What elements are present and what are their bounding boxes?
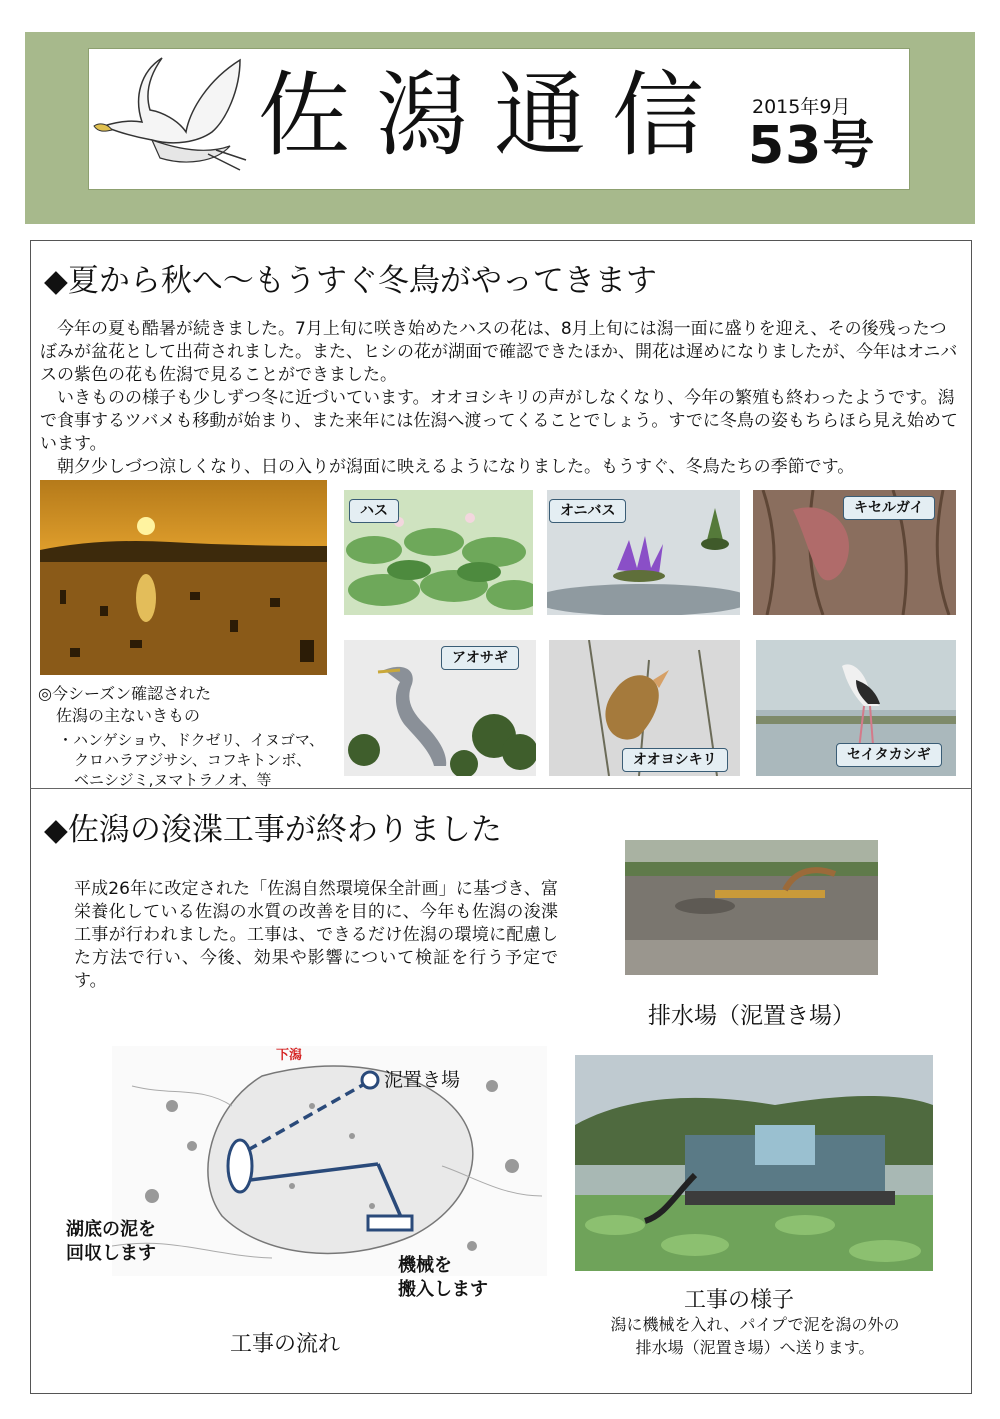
section1-heading: ◆夏から秋へ～もうすぐ冬鳥がやってきます bbox=[44, 263, 657, 299]
section1-paragraph: いきものの様子も少しずつ冬に近づいています。オオヨシキリの声がしなくなり、今年の繁殖も終わったようです。潟で食事するツバメも移動が始まり、また来年には佐潟へ渡ってくることでしょう。すでに冬鳥の姿もちらほら見え始めています。 bbox=[40, 388, 958, 454]
species-list bbox=[58, 730, 324, 790]
species-list-line: ベニシジミ,ヌマトラノオ、等 bbox=[74, 771, 272, 789]
work-description-line: 排水場（泥置き場）へ送ります。 bbox=[635, 1338, 875, 1357]
work-description bbox=[588, 1313, 922, 1359]
work-description-line: 潟に機械を入れ、パイプで泥を潟の外の bbox=[610, 1315, 900, 1334]
drainage-site-caption: 排水場（泥置き場） bbox=[648, 1003, 855, 1029]
map-label-machine bbox=[398, 1254, 488, 1302]
photo-label-kiseru: キセルガイ bbox=[843, 496, 935, 520]
dredging-work-photo bbox=[575, 1055, 933, 1271]
species-note-title: ◎今シーズン確認された bbox=[38, 684, 212, 703]
map-caption: 工事の流れ bbox=[230, 1332, 341, 1357]
map-label-mud-site: 泥置き場 bbox=[384, 1069, 461, 1091]
map-label-collect bbox=[66, 1218, 156, 1266]
map-label-machine-line: 搬入します bbox=[398, 1279, 488, 1300]
section1-body bbox=[40, 318, 962, 479]
sunset-photo bbox=[40, 480, 327, 675]
section1-paragraph: 今年の夏も酷暑が続きました。7月上旬に咲き始めたハスの花は、8月上旬には潟一面に盛りを迎え、その後残ったつぼみが盆花として出荷されました。また、ヒシの花が湖面で確認できたほか、開花は遅めになりましたが、今年はオニバスの紫色の花も佐潟で見ることができました。 bbox=[40, 319, 958, 385]
photo-label-ooyoshikiri: オオヨシキリ bbox=[622, 748, 728, 772]
photo-label-lotus: ハス bbox=[349, 499, 399, 523]
species-list-line: クロハラアジサシ、コフキトンボ、 bbox=[74, 751, 312, 769]
species-list-line: ・ハンゲショウ、ドクゼリ、イヌゴマ、 bbox=[58, 731, 324, 749]
map-label-machine-line: 機械を bbox=[398, 1255, 452, 1276]
drainage-site-photo bbox=[625, 840, 878, 975]
species-note-subtitle: 佐潟の主ないきもの bbox=[56, 706, 201, 725]
map-label-collect-line: 湖底の泥を bbox=[66, 1219, 156, 1240]
issue-date: 2015年9月 bbox=[752, 96, 851, 118]
photo-label-aosagi: アオサギ bbox=[441, 646, 519, 670]
photo-label-onibasu: オニバス bbox=[549, 499, 626, 523]
dredging-map bbox=[112, 1046, 547, 1276]
swan-logo bbox=[90, 50, 260, 185]
section2-heading: ◆佐潟の浚渫工事が終わりました bbox=[44, 812, 502, 848]
work-caption: 工事の様子 bbox=[684, 1288, 795, 1313]
newsletter-title: 佐潟通信 bbox=[258, 62, 731, 169]
section2-paragraph: 平成26年に改定された「佐潟自然環境保全計画」に基づき、富栄養化している佐潟の水質の改善を目的に、今年も佐潟の浚渫工事が行われました。工事は、できるだけ佐潟の環境に配慮した方法で行い、今後、効果や影響について検証を行う予定です。 bbox=[74, 879, 558, 991]
photo-label-seitakashigi: セイタカシギ bbox=[836, 743, 942, 767]
map-label-collect-line: 回収します bbox=[66, 1243, 156, 1264]
section1-paragraph: 朝夕少しづつ涼しくなり、日の入りが潟面に映えるようになりました。もうすぐ、冬鳥たちの季節です。 bbox=[57, 457, 855, 477]
issue-number: 53号 bbox=[748, 116, 876, 176]
map-label-shimogata: 下潟 bbox=[276, 1048, 303, 1063]
